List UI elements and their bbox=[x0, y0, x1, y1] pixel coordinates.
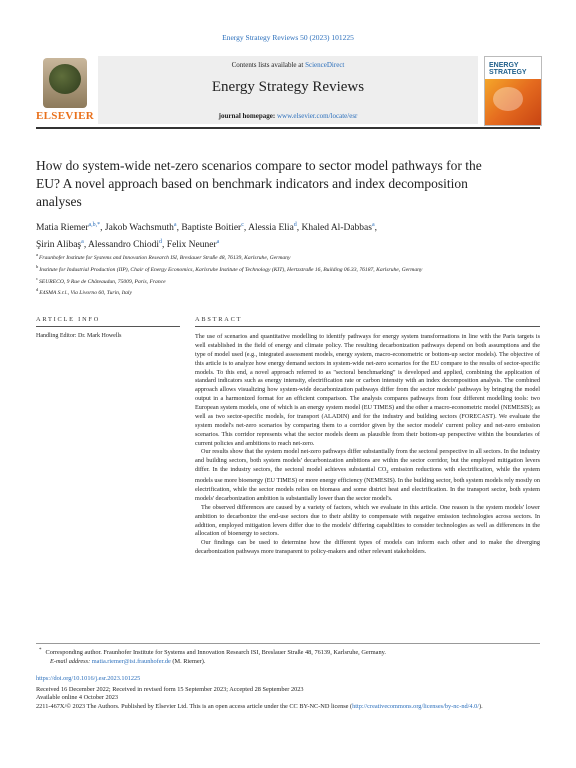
homepage-link[interactable]: www.elsevier.com/locate/esr bbox=[276, 112, 358, 120]
author-list: Matia Riemer$^{a,b,*}$, Jakob Wachsmuth$^a$, Baptiste Boitier$^c$, Alessia Elia$^d$, Khaled Al-Dabbas$^a$, Şirin Alibaş$^a$, Alessandro Chiodi$^d$, Felix Neuner$^a$ bbox=[36, 222, 378, 251]
doi-link[interactable]: https://doi.org/10.1016/j.esr.2023.101225 bbox=[36, 675, 141, 682]
author-name[interactable]: Baptiste Boitier bbox=[181, 223, 242, 234]
abstract-paragraph: Our findings can be used to determine how the different types of models can inform each other and to make the diverging decarbonization pathways more transparent to policy-makers and other relevant stakeholders. bbox=[195, 539, 540, 556]
masthead bbox=[36, 56, 540, 124]
author-affiliation-marker[interactable]: a,b,* bbox=[88, 222, 101, 228]
author-name[interactable]: Alessia Elia bbox=[248, 223, 294, 234]
journal-title[interactable]: Energy Strategy Reviews bbox=[211, 79, 365, 95]
corresponding-author-footnote: * Corresponding author. Fraunhofer Institute for Systems and Innovation Research ISI, Breslauer Straße 48, 76139, Karlsruhe, Germany. E-mail address: matia.riemer@isi.fraunhofer.de (M. Riemer). bbox=[39, 648, 386, 665]
header-rule bbox=[36, 127, 540, 129]
abstract-paragraph: Our results show that the system model net-zero pathways differ substantially from the sectoral perspective in all sectors. In the industry and building sectors, both system models' decarbonization ambitions are within the sector corridor, but the employed mitigation levers differ. In the industry sectors, the sectoral model achieves substantial $CO_2$ emission reductions with electrification, while the system models use more bioenergy (EU TIMES) or more energy efficiency (NEMESIS). In the building sector, both system models rely mostly on electrification, while the sector models relies on biomass and some district heat and electrification. In the transport sector, both system models' decarbonization ambition is substantially lower than the sector model's. bbox=[195, 448, 540, 502]
sciencedirect-link[interactable]: ScienceDirect bbox=[305, 61, 345, 69]
elsevier-wordmark: ELSEVIER bbox=[36, 110, 95, 122]
affiliation-item: $^c$SEURECO, 9 Rue de Châteaudun, 75009, Paris, France bbox=[36, 275, 166, 285]
abstract-paragraph: The use of scenarios and quantitative modelling to identify pathways for energy system transformations in line with the Paris targets is well established in the field of energy and climate policy. The resulting decarbonization pathways depend on both assumptions and the type of model used (e.g., integrated assessment models, energy system, macro-econometric or bottom-up sector models). The objective of this article is to analyze how energy demand sectors in system-wide net-zero scenarios for the EU compare to the results of sector-specific models. To this end, a novel approach referred to as "sectoral benchmarking" is developed and applied, combining the application of standard indicators such as energy intensity, electrification rate or carbon intensity with an index decomposition analysis. The combined approach allows visualizing how system-wide decarbonization pathways differ from the sector models' pathways by bringing the model output in a harmonized format for an efficient comparison. The analysis compares pathways from four different modelling tools: two European system models, one of which is an energy system model (EU TIMES) and the other a macro-econometric model (NEMESIS); as well as two sector-specific models, for transport (ALADIN) and for the industry and building sectors (FORECAST). We evaluate the system model's net-zero scenarios by comparing them to a corridor given by the sector models' current policy and net-zero emission scenarios. This corridor represents what the sector models deem as plausible from their bottom-up perspective within the boundaries of current policies and ambitions to reach net-zero. bbox=[195, 333, 540, 447]
homepage-line: journal homepage: www.elsevier.com/locate/esr bbox=[218, 112, 358, 120]
article-title: How do system-wide net-zero scenarios compare to sector model pathways for the EU? A novel approach based on benchmark indicators and index decomposition analyses bbox=[36, 158, 482, 209]
author-affiliation-marker[interactable]: d bbox=[293, 222, 297, 228]
elsevier-logo[interactable] bbox=[36, 56, 94, 124]
affiliation-item: $^d$E4SMA S.r.l., Via Livorno 60, Turin, Italy bbox=[36, 287, 132, 297]
author-name[interactable]: Şirin Alibaş bbox=[36, 240, 82, 251]
handling-editor: Handling Editor: Dr. Mark Howells bbox=[36, 333, 122, 339]
license-link[interactable]: http://creativecommons.org/licenses/by-nc-nd/4.0/ bbox=[352, 702, 479, 710]
author-affiliation-marker[interactable]: a bbox=[371, 222, 375, 228]
masthead-banner bbox=[98, 56, 478, 124]
article-info-rule bbox=[36, 326, 180, 327]
affiliations bbox=[36, 251, 506, 298]
abstract-body bbox=[195, 333, 540, 557]
author-name[interactable]: Jakob Wachsmuth bbox=[104, 223, 174, 234]
journal-reference[interactable]: Energy Strategy Reviews 50 (2023) 101225 bbox=[222, 33, 354, 42]
abstract-rule bbox=[195, 326, 540, 327]
cover-title: ENERGY STRATEGY bbox=[489, 62, 527, 76]
footnote-rule bbox=[36, 643, 540, 644]
author-affiliation-marker[interactable]: d bbox=[159, 239, 163, 246]
author-affiliation-marker[interactable]: c bbox=[241, 222, 244, 228]
article-info-heading: ARTICLE INFO bbox=[36, 316, 101, 323]
affiliation-item: $^a$Fraunhofer Institute for Systems and Innovation Research ISI, Breslauer Straße 48, 76139, Karlsruhe, Germany bbox=[36, 252, 291, 261]
abstract-heading: ABSTRACT bbox=[195, 316, 243, 323]
article-history: Received 16 December 2022; Received in revised form 15 September 2023; Accepted 28 September 2023 Available online 4 October 2023 2211-467X/© 2023 The Authors. Published by Elsevier Ltd. This is an open access article under the CC BY-NC-ND license (http://creativecommons.org/licenses/by-nc-nd/4.0/). bbox=[36, 686, 483, 710]
abstract-paragraph: The observed differences are caused by a variety of factors, which we evaluate in this article. One reason is the system models' lower ambition to decarbonize the end-use sectors due to their ability to compensate with negative emission technologies across sectors. In addition, employed mitigation levers differ due to the models' differing capabilities to consider technologies as well as differences in the allocation of bioenergy to sectors. bbox=[195, 503, 540, 538]
journal-cover-thumbnail[interactable] bbox=[484, 56, 542, 126]
contents-line: Contents lists available at ScienceDirect bbox=[231, 61, 345, 69]
email-link[interactable]: matia.riemer@isi.fraunhofer.de bbox=[91, 657, 171, 665]
author-affiliation-marker[interactable]: a bbox=[216, 239, 220, 246]
author-affiliation-marker[interactable]: a bbox=[173, 222, 177, 228]
cover-artwork bbox=[485, 79, 541, 125]
author-affiliation-marker[interactable]: a bbox=[81, 239, 84, 246]
tree-icon bbox=[43, 58, 87, 108]
affiliation-item: $^b$Institute for Industrial Production (IIP), Chair of Energy Economics, Karlsruhe Institute of Technology (KIT), Hertzstraße 16, Building 06.33, 76187, Karlsruhe, Germany bbox=[36, 263, 423, 273]
author-name[interactable]: Alessandro Chiodi bbox=[88, 240, 160, 251]
author-name[interactable]: Khaled Al-Dabbas bbox=[301, 223, 372, 234]
author-name[interactable]: Matia Riemer bbox=[36, 223, 89, 234]
author-name[interactable]: Felix Neuner bbox=[166, 240, 217, 251]
